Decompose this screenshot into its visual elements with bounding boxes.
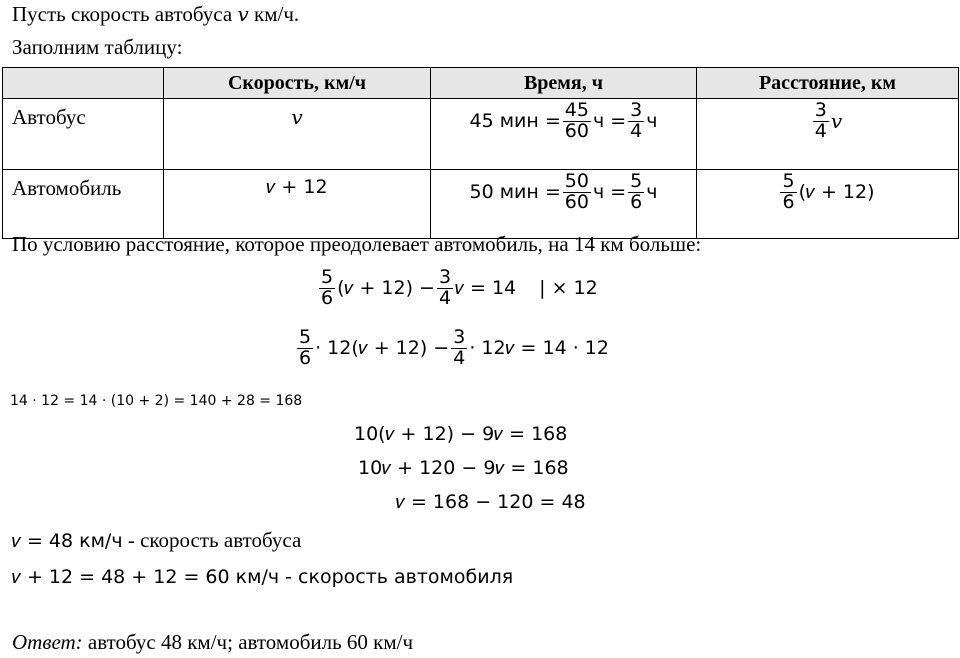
eq1-mult: | × 12	[539, 277, 598, 300]
row-label-car: Автомобиль	[3, 170, 164, 239]
frac-num: 5	[321, 266, 334, 288]
time-car-frac2	[628, 172, 644, 213]
eq2-mid: ⋅ 12(𝑣 + 12) −	[315, 337, 450, 360]
cell-time-car	[431, 170, 697, 239]
header-empty	[3, 68, 164, 99]
intro-text-pre: Пусть скорость автобуса	[12, 2, 233, 26]
eq1-frac2	[437, 268, 453, 309]
time-bus-frac1	[563, 101, 591, 142]
time-bus-unit: ч	[646, 110, 658, 133]
equation-2	[296, 328, 610, 369]
cell-speed-bus	[164, 99, 431, 170]
frac-num: 3	[814, 99, 827, 121]
frac-num: 3	[630, 99, 643, 121]
frac-den: 4	[453, 346, 466, 369]
frac-den: 6	[630, 190, 643, 213]
answer-label: Ответ:	[12, 630, 83, 654]
time-car-mid: ч =	[592, 181, 627, 204]
frac-den: 6	[782, 190, 795, 213]
time-car-pre: 50 мин =	[469, 181, 561, 204]
condition-text: По условию расстояние, которое преодолевает автомобиль, на 14 км больше:	[12, 232, 702, 256]
time-bus-pre: 45 мин =	[469, 110, 561, 133]
intro-line-2: Заполним таблицу:	[12, 35, 183, 59]
result-bus	[12, 528, 301, 553]
intro-text-post: км/ч.	[254, 2, 300, 26]
var-v: 𝑣	[237, 2, 249, 26]
eq2-frac1	[297, 328, 313, 369]
header-distance: Расстояние, км	[697, 68, 959, 99]
header-speed: Скорость, км/ч	[164, 68, 431, 99]
cell-speed-car	[164, 170, 431, 239]
frac-num: 45	[564, 99, 589, 121]
frac-den: 4	[630, 119, 643, 142]
equation-4: 10𝑣 + 120 − 9𝑣 = 168	[358, 457, 569, 479]
frac-num: 50	[564, 170, 589, 192]
speed-car: 𝑣 + 12	[266, 176, 328, 198]
frac-den: 4	[814, 119, 827, 142]
result-bus-math: 𝑣 = 48 км/ч	[12, 530, 123, 552]
answer-text: автобус 48 км/ч; автомобиль 60 км/ч	[82, 630, 414, 654]
table-row-bus	[3, 99, 959, 170]
equation-3: 10(𝑣 + 12) − 9𝑣 = 168	[354, 423, 568, 445]
data-table	[2, 67, 959, 239]
result-car	[12, 564, 513, 589]
dist-car-frac	[780, 172, 796, 213]
equation-1	[318, 268, 599, 309]
frac-den: 6	[321, 286, 334, 309]
time-bus-mid: ч =	[592, 110, 627, 133]
frac-den: 60	[564, 119, 589, 142]
header-time: Время, ч	[431, 68, 697, 99]
eq1-mid: (𝑣 + 12) −	[337, 277, 435, 300]
frac-num: 3	[453, 326, 466, 348]
time-car-frac1	[563, 172, 591, 213]
frac-den: 60	[564, 190, 589, 213]
result-car-text: - скорость автомобиля	[279, 566, 514, 588]
intro-line-1	[12, 2, 299, 27]
row-label-bus: Автобус	[3, 99, 164, 170]
time-car-unit: ч	[646, 181, 658, 204]
time-bus-frac2	[628, 101, 644, 142]
frac-num: 5	[299, 326, 312, 348]
eq1-frac1	[319, 268, 335, 309]
equation-5: 𝑣 = 168 − 120 = 48	[396, 491, 586, 513]
eq2-frac2	[451, 328, 467, 369]
frac-num: 3	[438, 266, 452, 288]
frac-den: 6	[299, 346, 312, 369]
dist-bus-post: 𝑣	[830, 109, 843, 134]
cell-distance-bus	[697, 99, 959, 170]
eq2-tail: ⋅ 12𝑣 = 14 ⋅ 12	[469, 337, 609, 360]
eq1-tail: 𝑣 = 14	[455, 277, 517, 300]
result-bus-text: - скорость автобуса	[122, 528, 302, 552]
cell-time-bus	[431, 99, 697, 170]
frac-den: 4	[438, 286, 452, 309]
frac-num: 5	[782, 170, 795, 192]
answer-line	[12, 630, 413, 655]
dist-car-post: (𝑣 + 12)	[798, 181, 875, 204]
table-header-row	[3, 68, 959, 99]
side-calculation: 14 ⋅ 12 = 14 ⋅ (10 + 2) = 140 + 28 = 168	[10, 393, 303, 409]
cell-distance-car	[697, 170, 959, 239]
speed-bus: 𝑣	[291, 105, 303, 129]
table-row-car	[3, 170, 959, 239]
result-car-math: 𝑣 + 12 = 48 + 12 = 60 км/ч	[12, 566, 280, 588]
frac-num: 5	[630, 170, 643, 192]
dist-bus-frac	[813, 101, 829, 142]
